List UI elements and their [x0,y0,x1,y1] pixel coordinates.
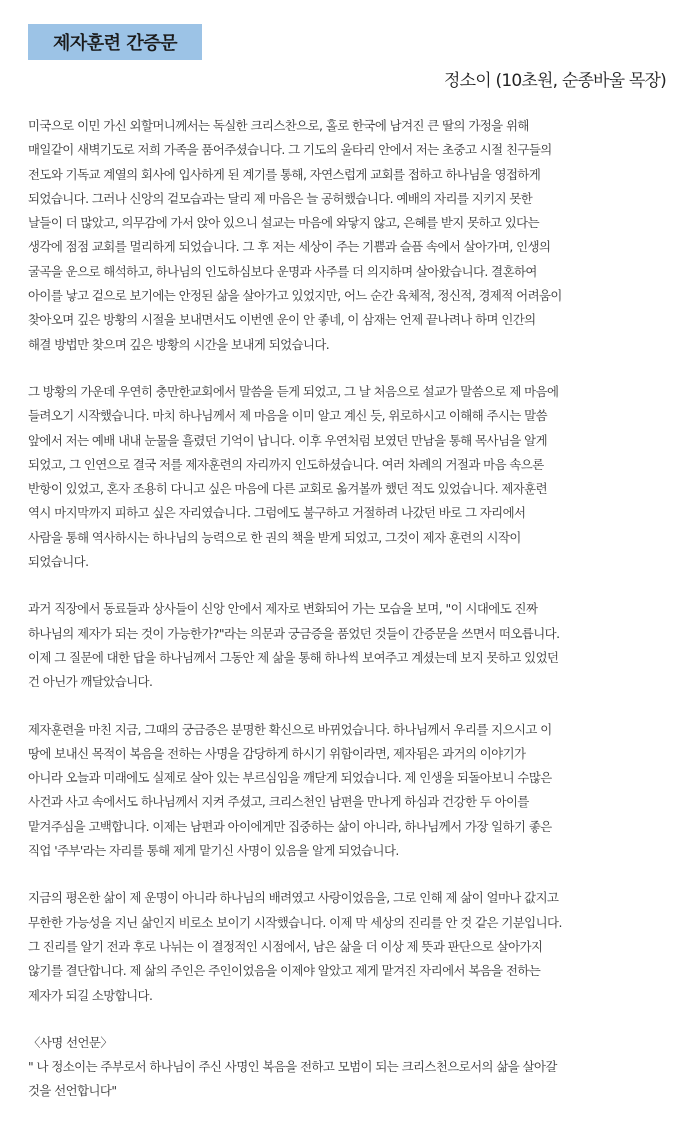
paragraph-5 [28,886,678,1007]
testimony-body [28,114,678,1104]
title-badge [28,24,202,60]
paragraph-line: 전도와 기독교 계열의 회사에 입사하게 된 계기를 통해, 자연스럽게 교회를 접하고 하나님을 영접하게 [28,166,541,182]
paragraph-1 [28,114,678,357]
paragraph-line: 생각에 점점 교회를 멀리하게 되었습니다. 그 후 저는 세상이 주는 기쁨과 슬픔 속에서 살아가며, 인생의 [28,239,551,255]
paragraph-line: 그 방황의 가운데 우연히 충만한교회에서 말씀을 듣게 되었고, 그 날 처음으로 설교가 말씀으로 제 마음에 [28,383,559,399]
paragraph-line: 지금의 평온한 삶이 제 운명이 아니라 하나님의 배려였고 사랑이었음을, 그로 인해 제 삶이 얼마나 값지고 [28,890,559,906]
paragraph-line: 사람을 통해 역사하시는 하나님의 능력으로 한 권의 책을 받게 되었고, 그것이 제자 훈련의 시작이 [28,529,521,545]
document-title: 제자훈련 간증문 [53,33,177,54]
paragraph-3 [28,597,678,694]
paragraph-line: 미국으로 이민 가신 외할머니께서는 독실한 크리스찬으로, 홀로 한국에 남겨진 큰 딸의 가정을 위해 [28,118,529,133]
paragraph-line: 맡겨주심을 고백합니다. 이제는 남편과 아이에게만 집중하는 삶이 아니라, 하나님께서 가장 일하기 좋은 [28,818,552,834]
mission-heading: 〈사명 선언문〉 [28,1034,113,1050]
paragraph-line: 되었고, 그 인연으로 결국 저를 제자훈련의 자리까지 인도하셨습니다. 여러 차례의 거절과 마음 속으론 [28,456,544,472]
paragraph-4 [28,718,678,864]
paragraph-line: 그 진리를 알기 전과 후로 나뉘는 이 결정적인 시점에서, 남은 삶을 더 이상 제 뜻과 판단으로 살아가지 [28,938,543,954]
paragraph-line: 날들이 더 많았고, 의무감에 가서 앉아 있으니 설교는 마음에 와닿지 않고, 은혜를 받지 못하고 있다는 [28,215,539,231]
mission-line: " 나 정소이는 주부로서 하나님이 주신 사명인 복음을 전하고 모범이 되는 크리스천으로서의 삶을 살아갈 [28,1059,557,1075]
paragraph-line: 반항이 있었고, 혼자 조용히 다니고 싶은 마음에 다른 교회로 옮겨볼까 했던 적도 있었습니다. 제자훈련 [28,481,548,497]
paragraph-line: 되었습니다. [28,554,89,570]
paragraph-line: 제자가 되길 소망합니다. [28,987,153,1003]
author-line: 정소이 (10초원, 순종바울 목장) [444,71,666,91]
paragraph-line: 역시 마지막까지 피하고 싶은 자리였습니다. 그럼에도 불구하고 거절하려 나갔던 바로 그 자리에서 [28,505,526,521]
paragraph-line: 하나님의 제자가 되는 것이 가능한가?"라는 의문과 궁금증을 품었던 것들이 간증문을 쓰면서 떠오릅니다. [28,625,560,641]
paragraph-line: 이제 그 질문에 대한 답을 하나님께서 그동안 제 삶을 통해 하나씩 보여주고 계셨는데 보지 못하고 있었던 [28,649,559,665]
paragraph-line: 매일같이 새벽기도로 저희 가족을 품어주셨습니다. 그 기도의 울타리 안에서 저는 초중고 시절 친구들의 [28,142,552,158]
paragraph-line: 아이를 낳고 겉으로 보기에는 안정된 삶을 살아가고 있었지만, 어느 순간 육체적, 정신적, 경제적 어려움이 [28,288,562,304]
paragraph-line: 사건과 사고 속에서도 하나님께서 지켜 주셨고, 크리스천인 남편을 만나게 하심과 건강한 두 아이를 [28,794,529,810]
paragraph-line: 직업 '주부'라는 자리를 통해 제게 맡기신 사명이 있음을 알게 되었습니다. [28,843,399,859]
paragraph-line: 들려오기 시작했습니다. 마치 하나님께서 제 마음을 이미 알고 계신 듯, 위로하시고 이해해 주시는 말씀 [28,408,548,424]
paragraph-line: 건 아닌가 깨달았습니다. [28,674,153,690]
mission-line: 것을 선언합니다" [28,1083,117,1099]
paragraph-line: 굴곡을 운으로 해석하고, 하나님의 인도하심보다 운명과 사주를 더 의지하며 살아왔습니다. 결혼하여 [28,263,537,279]
paragraph-line: 제자훈련을 마친 지금, 그때의 궁금증은 분명한 확신으로 바뀌었습니다. 하나님께서 우리를 지으시고 이 [28,721,552,737]
paragraph-line: 찾아오며 깊은 방황의 시절을 보내면서도 이번엔 운이 안 좋네, 이 삼재는 언제 끝나려나 하며 인간의 [28,312,536,328]
paragraph-line: 해결 방법만 찾으며 깊은 방황의 시간을 보내게 되었습니다. [28,336,330,352]
paragraph-line: 않기를 결단합니다. 제 삶의 주인은 주인이었음을 이제야 알았고 제게 맡겨진 자리에서 복음을 전하는 [28,963,541,979]
paragraph-line: 무한한 가능성을 지닌 삶인지 비로소 보이기 시작했습니다. 이제 막 세상의 진리를 안 것 같은 기분입니다. [28,914,562,930]
paragraph-line: 땅에 보내신 목적이 복음을 전하는 사명을 감당하게 하시기 위함이라면, 제자됨은 과거의 이야기가 [28,745,526,761]
paragraph-2 [28,380,678,574]
paragraph-line: 과거 직장에서 동료들과 상사들이 신앙 안에서 제자로 변화되어 가는 모습을 보며, "이 시대에도 진짜 [28,601,538,617]
paragraph-line: 앞에서 저는 예배 내내 눈물을 흘렸던 기억이 납니다. 이후 우연처럼 보였던 만남을 통해 목사님을 알게 [28,432,548,448]
mission-statement [28,1031,678,1104]
paragraph-line: 되었습니다. 그러나 신앙의 겉모습과는 달리 제 마음은 늘 공허했습니다. 예배의 자리를 지키지 못한 [28,190,533,206]
paragraph-line: 아니라 오늘과 미래에도 실제로 살아 있는 부르심임을 깨닫게 되었습니다. 제 인생을 되돌아보니 수많은 [28,770,552,786]
